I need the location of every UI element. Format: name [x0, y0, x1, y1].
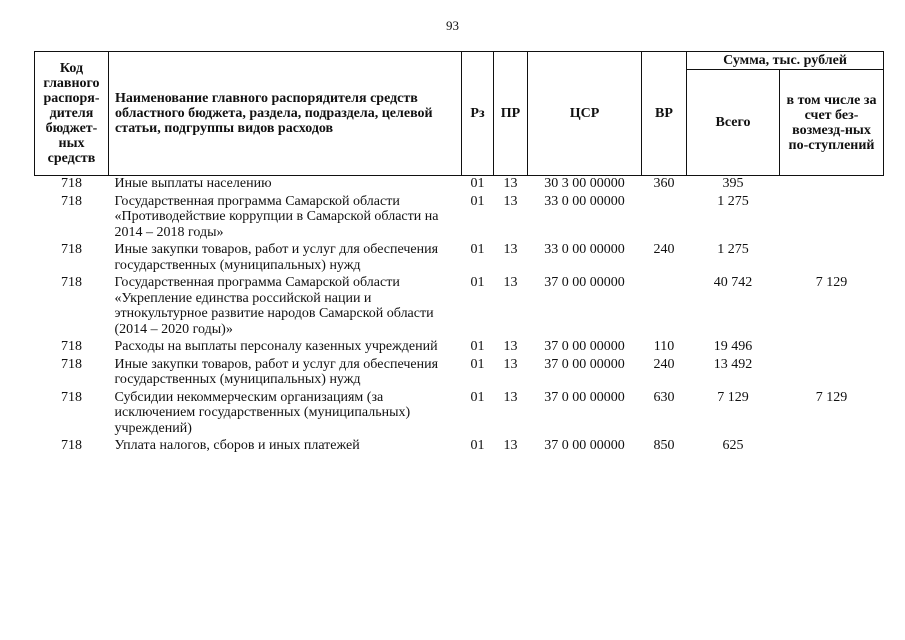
table-row — [35, 176, 884, 194]
cell-code: 718 — [61, 242, 82, 257]
budget-table — [34, 51, 884, 456]
cell-free — [780, 357, 884, 390]
cell-code: 718 — [61, 438, 82, 453]
cell-pr: 13 — [503, 176, 518, 191]
cell-vr: 630 — [653, 389, 675, 405]
cell-vr — [642, 194, 687, 243]
cell-pr: 13 — [503, 275, 518, 290]
cell-rz: 01 — [470, 389, 485, 405]
cell-rz: 01 — [470, 176, 485, 191]
cell-name: Расходы на выплаты персоналу казенных учреждений — [114, 339, 438, 354]
cell-name: Государственная программа Самарской области «Противодействие коррупции в Самарской области на 2014 – 2018 годы» — [114, 193, 439, 240]
table-row — [35, 194, 884, 243]
cell-vr: 850 — [653, 438, 675, 453]
cell-csr: 33 0 00 00000 — [544, 242, 625, 257]
cell-total: 7 129 — [717, 389, 749, 405]
cell-vr — [642, 275, 687, 339]
cell-free — [780, 438, 884, 456]
cell-csr: 37 0 00 00000 — [544, 275, 625, 290]
cell-free — [780, 339, 884, 357]
cell-csr: 37 0 00 00000 — [544, 356, 625, 372]
cell-pr: 13 — [503, 339, 518, 354]
cell-name: Иные закупки товаров, работ и услуг для обеспечения государственных (муниципальных) нужд — [114, 242, 439, 273]
cell-rz: 01 — [470, 242, 485, 257]
cell-rz: 01 — [470, 339, 485, 354]
cell-total: 40 742 — [713, 275, 753, 290]
table-row — [35, 390, 884, 439]
cell-vr: 360 — [653, 176, 675, 191]
cell-code: 718 — [61, 275, 82, 290]
cell-total: 1 275 — [717, 242, 749, 257]
cell-csr: 37 0 00 00000 — [544, 438, 625, 453]
cell-pr: 13 — [503, 389, 518, 405]
cell-rz: 01 — [470, 275, 485, 290]
cell-rz: 01 — [470, 193, 485, 209]
cell-vr: 110 — [653, 339, 675, 354]
cell-code: 718 — [61, 176, 82, 191]
cell-name: Иные закупки товаров, работ и услуг для обеспечения государственных (муниципальных) нужд — [114, 356, 439, 387]
cell-name: Субсидии некоммерческим организациям (за исключением государственных (муниципальных) учреждений) — [114, 389, 411, 436]
cell-total: 395 — [722, 176, 744, 191]
cell-vr: 240 — [653, 242, 675, 257]
header-sum-group: Сумма, тыс. рублей — [687, 52, 884, 70]
cell-csr: 33 0 00 00000 — [544, 193, 625, 209]
table-row — [35, 357, 884, 390]
cell-name: Государственная программа Самарской области «Укрепление единства российской нации и этнокультурное развитие народов Самарской области (2014 – 2020 годы)» — [114, 275, 434, 337]
table-row — [35, 242, 884, 275]
cell-total: 19 496 — [713, 339, 753, 354]
header-rz: Рз — [462, 52, 494, 176]
table-row — [35, 339, 884, 357]
cell-pr: 13 — [503, 356, 518, 372]
header-code: Код главного распоря-дителя бюджет-ных средств — [35, 52, 109, 176]
header-free: в том числе за счет без-возмезд-ных по-ступлений — [780, 70, 884, 176]
cell-csr: 37 0 00 00000 — [544, 389, 625, 405]
cell-total: 13 492 — [713, 356, 753, 372]
table-row — [35, 275, 884, 339]
cell-total: 625 — [722, 438, 744, 453]
cell-csr: 37 0 00 00000 — [544, 339, 625, 354]
table-body — [35, 176, 884, 456]
cell-name: Иные выплаты населению — [114, 176, 272, 191]
cell-pr: 13 — [503, 438, 518, 453]
header-name: Наименование главного распорядителя средств областного бюджета, раздела, подраздела, целевой статьи, подгруппы видов расходов — [109, 52, 462, 176]
table-row — [35, 438, 884, 456]
cell-code: 718 — [61, 193, 82, 209]
cell-pr: 13 — [503, 193, 518, 209]
cell-pr: 13 — [503, 242, 518, 257]
cell-rz: 01 — [470, 438, 485, 453]
cell-vr: 240 — [653, 356, 675, 372]
cell-rz: 01 — [470, 356, 485, 372]
cell-code: 718 — [61, 339, 82, 354]
header-vr: ВР — [642, 52, 687, 176]
cell-name: Уплата налогов, сборов и иных платежей — [114, 438, 360, 453]
cell-code: 718 — [61, 356, 82, 372]
cell-free — [780, 194, 884, 243]
header-csr: ЦСР — [528, 52, 642, 176]
cell-free: 7 129 — [815, 389, 848, 405]
cell-free — [780, 242, 884, 275]
table-header — [35, 52, 884, 176]
cell-csr: 30 3 00 00000 — [544, 176, 625, 191]
cell-free: 7 129 — [815, 275, 848, 290]
page-number: 93 — [446, 18, 459, 33]
header-pr: ПР — [494, 52, 528, 176]
header-total: Всего — [687, 70, 780, 176]
cell-total: 1 275 — [717, 193, 749, 209]
cell-free — [780, 176, 884, 194]
cell-code: 718 — [61, 389, 82, 405]
